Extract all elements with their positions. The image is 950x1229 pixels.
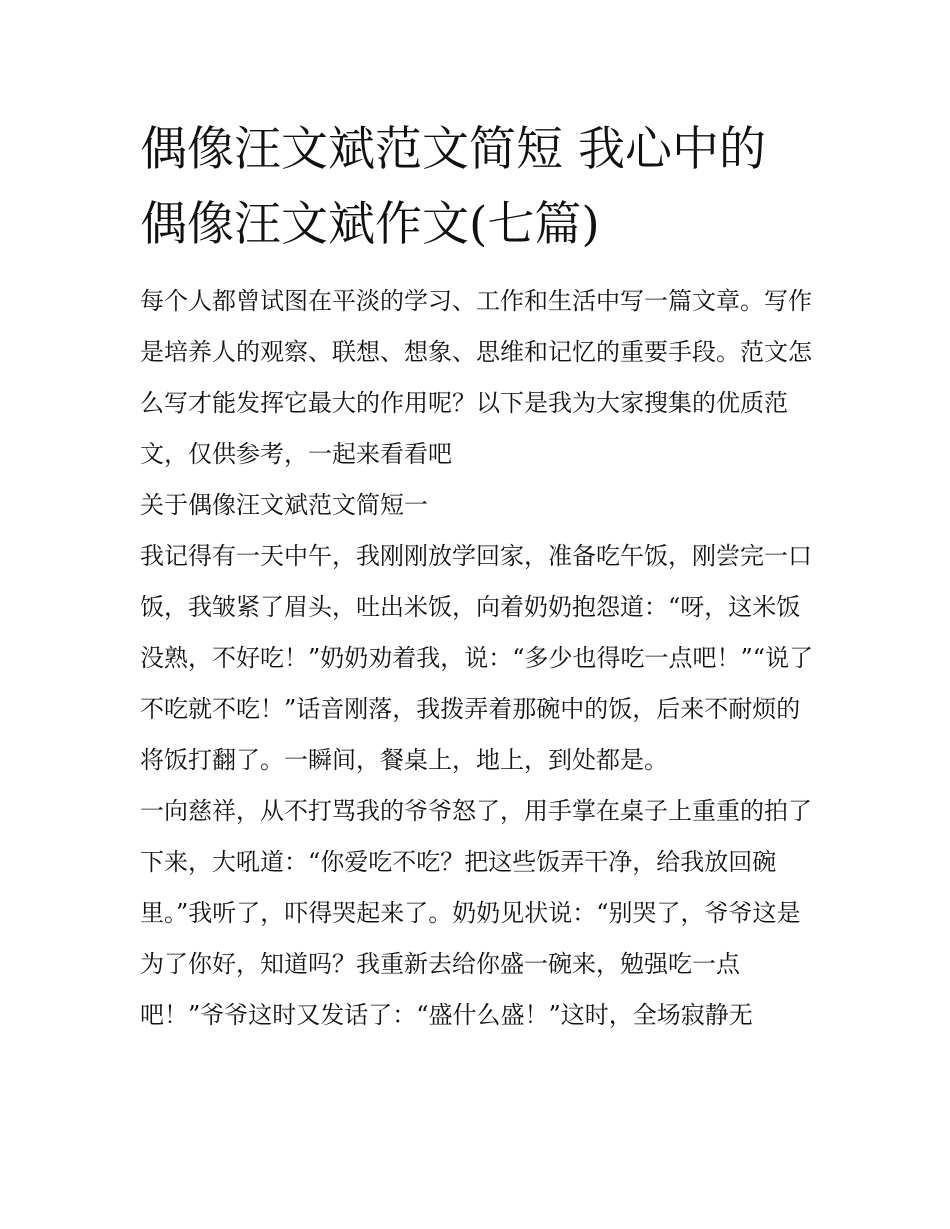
body-paragraph: 我记得有一天中午，我刚刚放学回家，准备吃午饭，刚尝完一口饭，我皱紧了眉头，吐出米饭，向着奶奶抱怨道：“呀，这米饭没熟，不好吃！”奶奶劝着我，说：“多少也得吃一点吧！”“说了不吃就不吃！”话音刚落，我拨弄着那碗中的饭，后来不耐烦的将饭打翻了。一瞬间，餐桌上，地上，到处都是。 bbox=[140, 542, 814, 774]
body-paragraph: 一向慈祥，从不打骂我的爷爷怒了，用手掌在桌子上重重的拍了下来，大吼道：“你爱吃不吃？把这些饭弄干净，给我放回碗里。”我听了，吓得哭起来了。奶奶见状说：“别哭了，爷爷这是为了你好，知道吗？我重新去给你盛一碗来，勉强吃一点吧！”爷爷这时又发话了：“盛什么盛！”这时，全场寂静无 bbox=[140, 797, 812, 1029]
title-line-1: 偶像汪文斌范文简短 我心中的 bbox=[140, 122, 766, 177]
document-title bbox=[140, 112, 816, 262]
section-heading: 关于偶像汪文斌范文简短一 bbox=[140, 491, 428, 519]
intro-paragraph: 每个人都曾试图在平淡的学习、工作和生活中写一篇文章。写作是培养人的观察、联想、想象、思维和记忆的重要手段。范文怎么写才能发挥它最大的作用呢？以下是我为大家搜集的优质范文，仅供参考，一起来看看吧 bbox=[140, 287, 812, 468]
title-line-2: 偶像汪文斌作文(七篇) bbox=[140, 197, 600, 252]
document-page bbox=[140, 112, 816, 1041]
